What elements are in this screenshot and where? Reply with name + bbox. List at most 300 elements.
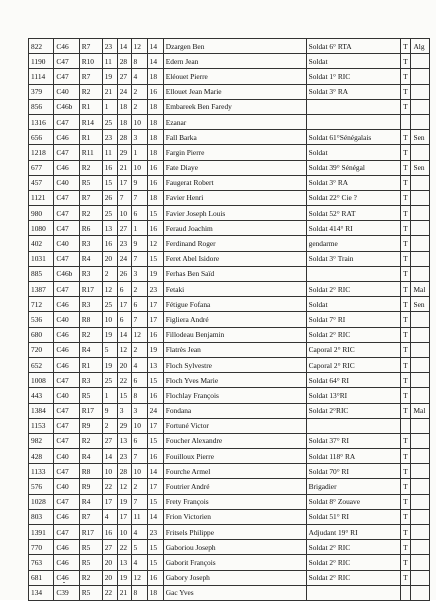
- record-number: 982: [29, 433, 54, 448]
- mark-cell: T: [401, 221, 411, 236]
- number-a-cell: 27: [117, 221, 131, 236]
- record-number: 1133: [29, 464, 54, 479]
- rank-unit-cell: [306, 114, 400, 129]
- day-cell: 11: [102, 54, 117, 69]
- number-a-cell: 23: [117, 236, 131, 251]
- record-number: 1316: [29, 114, 54, 129]
- name-cell: Fargin Pierre: [163, 145, 306, 160]
- plot-code: C46: [54, 297, 79, 312]
- record-number: 134: [29, 585, 54, 600]
- plot-code: C46: [54, 555, 79, 570]
- number-b-cell: 4: [131, 525, 147, 540]
- record-number: 856: [29, 99, 54, 114]
- origin-cell: Sen: [411, 160, 430, 175]
- row-code: R5: [79, 388, 102, 403]
- number-c-cell: 18: [147, 99, 163, 114]
- record-number: 656: [29, 130, 54, 145]
- rank-unit-cell: Soldat 2° RIC: [306, 282, 400, 297]
- table-row: [29, 449, 430, 464]
- number-c-cell: 18: [147, 130, 163, 145]
- table-row: [29, 312, 430, 327]
- day-cell: 2: [102, 418, 117, 433]
- day-cell: 14: [102, 449, 117, 464]
- number-a-cell: 18: [117, 114, 131, 129]
- row-code: R5: [79, 585, 102, 600]
- name-cell: Edern Jean: [163, 54, 306, 69]
- number-b-cell: 8: [131, 388, 147, 403]
- day-cell: 10: [102, 312, 117, 327]
- plot-code: C47: [54, 464, 79, 479]
- number-b-cell: 4: [131, 357, 147, 372]
- plot-code: C46: [54, 342, 79, 357]
- mark-cell: T: [401, 388, 411, 403]
- mark-cell: T: [401, 282, 411, 297]
- record-number: 1387: [29, 282, 54, 297]
- table-row: [29, 433, 430, 448]
- day-cell: 19: [102, 357, 117, 372]
- row-code: R1: [79, 357, 102, 372]
- table-row: [29, 403, 430, 418]
- rank-unit-cell: Soldat 52° RAT: [306, 206, 400, 221]
- name-cell: Eléouet Pierre: [163, 69, 306, 84]
- mark-cell: T: [401, 160, 411, 175]
- table-row: [29, 69, 430, 84]
- table-row: [29, 266, 430, 281]
- table-row: [29, 175, 430, 190]
- rank-unit-cell: Soldat 2°RIC: [306, 403, 400, 418]
- record-number: 822: [29, 39, 54, 54]
- day-cell: 26: [102, 190, 117, 205]
- record-number: 1028: [29, 494, 54, 509]
- day-cell: 25: [102, 297, 117, 312]
- mark-cell: T: [401, 266, 411, 281]
- mark-cell: T: [401, 494, 411, 509]
- number-c-cell: 14: [147, 54, 163, 69]
- number-a-cell: 28: [117, 464, 131, 479]
- plot-code: C47: [54, 494, 79, 509]
- number-a-cell: 10: [117, 525, 131, 540]
- plot-code: C47: [54, 282, 79, 297]
- table-row: [29, 418, 430, 433]
- number-b-cell: 5: [131, 540, 147, 555]
- record-number: 443: [29, 388, 54, 403]
- number-b-cell: 6: [131, 297, 147, 312]
- table-row: [29, 282, 430, 297]
- record-number: 1218: [29, 145, 54, 160]
- origin-cell: [411, 357, 430, 372]
- name-cell: Feraud Joachim: [163, 221, 306, 236]
- number-c-cell: 14: [147, 509, 163, 524]
- day-cell: 5: [102, 342, 117, 357]
- row-code: R17: [79, 403, 102, 418]
- day-cell: 16: [102, 236, 117, 251]
- number-a-cell: 14: [117, 39, 131, 54]
- mark-cell: T: [401, 449, 411, 464]
- number-a-cell: 22: [117, 373, 131, 388]
- register-rows: [29, 39, 430, 601]
- number-b-cell: 9: [131, 175, 147, 190]
- origin-cell: [411, 175, 430, 190]
- number-b-cell: 7: [131, 449, 147, 464]
- name-cell: Fillodeau Benjamin: [163, 327, 306, 342]
- name-cell: Frion Victorien: [163, 509, 306, 524]
- name-cell: Fate Diaye: [163, 160, 306, 175]
- record-number: 428: [29, 449, 54, 464]
- row-code: R4: [79, 449, 102, 464]
- rank-unit-cell: Adjudant 19° RI: [306, 525, 400, 540]
- number-c-cell: 18: [147, 69, 163, 84]
- table-row: [29, 251, 430, 266]
- plot-code: C46b: [54, 99, 79, 114]
- mark-cell: T: [401, 145, 411, 160]
- table-row: [29, 494, 430, 509]
- origin-cell: [411, 69, 430, 84]
- plot-code: C47: [54, 206, 79, 221]
- number-a-cell: 19: [117, 494, 131, 509]
- rank-unit-cell: Soldat 2° RIC: [306, 555, 400, 570]
- origin-cell: [411, 373, 430, 388]
- number-c-cell: 15: [147, 555, 163, 570]
- record-number: 1391: [29, 525, 54, 540]
- rank-unit-cell: [306, 99, 400, 114]
- number-a-cell: 29: [117, 418, 131, 433]
- scan-speck: [63, 582, 65, 583]
- name-cell: Embareek Ben Faredy: [163, 99, 306, 114]
- mark-cell: T: [401, 555, 411, 570]
- burial-register-table: [28, 38, 430, 601]
- record-number: 1190: [29, 54, 54, 69]
- origin-cell: [411, 266, 430, 281]
- rank-unit-cell: Brigadier: [306, 479, 400, 494]
- name-cell: Gabory Joseph: [163, 570, 306, 585]
- name-cell: Figliera André: [163, 312, 306, 327]
- name-cell: Favier Joseph Louis: [163, 206, 306, 221]
- row-code: R5: [79, 540, 102, 555]
- day-cell: 16: [102, 525, 117, 540]
- number-a-cell: 13: [117, 555, 131, 570]
- number-c-cell: 17: [147, 297, 163, 312]
- number-a-cell: 26: [117, 266, 131, 281]
- origin-cell: [411, 509, 430, 524]
- record-number: 652: [29, 357, 54, 372]
- rank-unit-cell: gendarme: [306, 236, 400, 251]
- name-cell: Ferdinand Roger: [163, 236, 306, 251]
- rank-unit-cell: Soldat 6° RTA: [306, 39, 400, 54]
- table-row: [29, 585, 430, 600]
- number-b-cell: 6: [131, 433, 147, 448]
- mark-cell: T: [401, 84, 411, 99]
- number-a-cell: 18: [117, 99, 131, 114]
- number-b-cell: 10: [131, 464, 147, 479]
- number-c-cell: 15: [147, 494, 163, 509]
- row-code: R2: [79, 160, 102, 175]
- row-code: R10: [79, 54, 102, 69]
- plot-code: C46: [54, 509, 79, 524]
- record-number: 1153: [29, 418, 54, 433]
- row-code: R17: [79, 282, 102, 297]
- name-cell: Ferhas Ben Saïd: [163, 266, 306, 281]
- table-row: [29, 221, 430, 236]
- row-code: R2: [79, 84, 102, 99]
- name-cell: Fritsels Philippe: [163, 525, 306, 540]
- number-b-cell: 2: [131, 342, 147, 357]
- mark-cell: T: [401, 99, 411, 114]
- plot-code: C47: [54, 373, 79, 388]
- rank-unit-cell: Soldat 7° RI: [306, 312, 400, 327]
- day-cell: 10: [102, 464, 117, 479]
- mark-cell: [401, 418, 411, 433]
- mark-cell: T: [401, 297, 411, 312]
- table-row: [29, 99, 430, 114]
- number-c-cell: 16: [147, 327, 163, 342]
- rank-unit-cell: Soldat 13°RI: [306, 388, 400, 403]
- record-number: 712: [29, 297, 54, 312]
- mark-cell: T: [401, 206, 411, 221]
- name-cell: Foucher Alexandre: [163, 433, 306, 448]
- table-row: [29, 555, 430, 570]
- name-cell: Flochlay François: [163, 388, 306, 403]
- record-number: 681: [29, 570, 54, 585]
- number-a-cell: 15: [117, 388, 131, 403]
- day-cell: 17: [102, 494, 117, 509]
- number-b-cell: 2: [131, 479, 147, 494]
- number-c-cell: 15: [147, 206, 163, 221]
- table-row: [29, 570, 430, 585]
- origin-cell: [411, 418, 430, 433]
- number-c-cell: 19: [147, 342, 163, 357]
- table-row: [29, 236, 430, 251]
- table-row: [29, 388, 430, 403]
- record-number: 1031: [29, 251, 54, 266]
- record-number: 1121: [29, 190, 54, 205]
- row-code: R3: [79, 373, 102, 388]
- number-a-cell: 17: [117, 509, 131, 524]
- origin-cell: Sen: [411, 297, 430, 312]
- table-row: [29, 525, 430, 540]
- rank-unit-cell: Soldat 8° Zouave: [306, 494, 400, 509]
- day-cell: 27: [102, 540, 117, 555]
- number-c-cell: 17: [147, 312, 163, 327]
- number-c-cell: 24: [147, 403, 163, 418]
- number-a-cell: 6: [117, 282, 131, 297]
- number-c-cell: 14: [147, 39, 163, 54]
- number-c-cell: 13: [147, 357, 163, 372]
- day-cell: 22: [102, 585, 117, 600]
- number-b-cell: 6: [131, 373, 147, 388]
- number-a-cell: 6: [117, 312, 131, 327]
- mark-cell: [401, 585, 411, 600]
- row-code: R7: [79, 39, 102, 54]
- row-code: R14: [79, 114, 102, 129]
- number-c-cell: 18: [147, 585, 163, 600]
- number-b-cell: 1: [131, 221, 147, 236]
- table-row: [29, 160, 430, 175]
- day-cell: 25: [102, 114, 117, 129]
- record-number: 720: [29, 342, 54, 357]
- row-code: R8: [79, 312, 102, 327]
- rank-unit-cell: Caporal 2° RIC: [306, 357, 400, 372]
- origin-cell: [411, 342, 430, 357]
- origin-cell: [411, 327, 430, 342]
- mark-cell: T: [401, 190, 411, 205]
- row-code: R9: [79, 418, 102, 433]
- number-b-cell: 11: [131, 509, 147, 524]
- record-number: 770: [29, 540, 54, 555]
- name-cell: Gaborit François: [163, 555, 306, 570]
- day-cell: 20: [102, 570, 117, 585]
- number-c-cell: 16: [147, 160, 163, 175]
- number-a-cell: 28: [117, 130, 131, 145]
- record-number: 379: [29, 84, 54, 99]
- number-b-cell: 2: [131, 282, 147, 297]
- row-code: R8: [79, 464, 102, 479]
- day-cell: 19: [102, 327, 117, 342]
- mark-cell: T: [401, 130, 411, 145]
- day-cell: 23: [102, 39, 117, 54]
- name-cell: Fétigue Fofana: [163, 297, 306, 312]
- mark-cell: T: [401, 525, 411, 540]
- rank-unit-cell: Soldat 39° Sénégal: [306, 160, 400, 175]
- origin-cell: [411, 449, 430, 464]
- rank-unit-cell: Soldat 414° RI: [306, 221, 400, 236]
- day-cell: 13: [102, 221, 117, 236]
- day-cell: 21: [102, 84, 117, 99]
- number-a-cell: 7: [117, 190, 131, 205]
- day-cell: 4: [102, 509, 117, 524]
- number-a-cell: 24: [117, 251, 131, 266]
- rank-unit-cell: Soldat: [306, 54, 400, 69]
- origin-cell: [411, 54, 430, 69]
- plot-code: C40: [54, 84, 79, 99]
- table-row: [29, 54, 430, 69]
- number-c-cell: 16: [147, 449, 163, 464]
- number-c-cell: 18: [147, 114, 163, 129]
- number-b-cell: 8: [131, 54, 147, 69]
- mark-cell: T: [401, 69, 411, 84]
- row-code: R3: [79, 236, 102, 251]
- origin-cell: [411, 236, 430, 251]
- origin-cell: [411, 570, 430, 585]
- rank-unit-cell: Soldat 3° RA: [306, 175, 400, 190]
- rank-unit-cell: Caporal 2° RIC: [306, 342, 400, 357]
- rank-unit-cell: Soldat 37° RI: [306, 433, 400, 448]
- number-b-cell: 7: [131, 312, 147, 327]
- origin-cell: [411, 190, 430, 205]
- number-b-cell: 3: [131, 266, 147, 281]
- number-a-cell: 20: [117, 357, 131, 372]
- number-b-cell: 4: [131, 69, 147, 84]
- table-row: [29, 540, 430, 555]
- day-cell: 16: [102, 160, 117, 175]
- number-b-cell: 7: [131, 190, 147, 205]
- rank-unit-cell: Soldat 51° RI: [306, 509, 400, 524]
- row-code: R7: [79, 69, 102, 84]
- name-cell: Fetaki: [163, 282, 306, 297]
- number-b-cell: 7: [131, 494, 147, 509]
- name-cell: Floch Sylvestre: [163, 357, 306, 372]
- mark-cell: T: [401, 373, 411, 388]
- rank-unit-cell: Soldat 1° RIC: [306, 69, 400, 84]
- day-cell: 11: [102, 145, 117, 160]
- mark-cell: T: [401, 403, 411, 418]
- name-cell: Foutrier André: [163, 479, 306, 494]
- number-b-cell: 3: [131, 403, 147, 418]
- rank-unit-cell: Soldat 2° RIC: [306, 540, 400, 555]
- rank-unit-cell: Soldat 3° RA: [306, 84, 400, 99]
- number-c-cell: 16: [147, 388, 163, 403]
- name-cell: Floch Yves Marie: [163, 373, 306, 388]
- table-row: [29, 464, 430, 479]
- number-b-cell: 2: [131, 99, 147, 114]
- plot-code: C47: [54, 190, 79, 205]
- plot-code: C46: [54, 540, 79, 555]
- origin-cell: [411, 221, 430, 236]
- row-code: R4: [79, 251, 102, 266]
- rank-unit-cell: Soldat 61°Sénégalais: [306, 130, 400, 145]
- mark-cell: T: [401, 327, 411, 342]
- table-row: [29, 509, 430, 524]
- row-code: R3: [79, 266, 102, 281]
- number-c-cell: 23: [147, 525, 163, 540]
- day-cell: 23: [102, 130, 117, 145]
- mark-cell: T: [401, 342, 411, 357]
- record-number: 576: [29, 479, 54, 494]
- number-b-cell: 3: [131, 130, 147, 145]
- plot-code: C40: [54, 312, 79, 327]
- table-row: [29, 114, 430, 129]
- plot-code: C39: [54, 585, 79, 600]
- origin-cell: [411, 99, 430, 114]
- origin-cell: [411, 525, 430, 540]
- mark-cell: T: [401, 433, 411, 448]
- row-code: R1: [79, 99, 102, 114]
- mark-cell: T: [401, 540, 411, 555]
- number-c-cell: 15: [147, 251, 163, 266]
- plot-code: C46: [54, 327, 79, 342]
- rank-unit-cell: Soldat 2° RIC: [306, 327, 400, 342]
- rank-unit-cell: Soldat: [306, 297, 400, 312]
- origin-cell: Sen: [411, 130, 430, 145]
- number-c-cell: 16: [147, 570, 163, 585]
- table-row: [29, 84, 430, 99]
- row-code: R2: [79, 206, 102, 221]
- plot-code: C47: [54, 221, 79, 236]
- name-cell: Fall Barka: [163, 130, 306, 145]
- day-cell: 20: [102, 251, 117, 266]
- number-a-cell: 21: [117, 160, 131, 175]
- origin-cell: Mal: [411, 403, 430, 418]
- record-number: 763: [29, 555, 54, 570]
- number-a-cell: 17: [117, 175, 131, 190]
- day-cell: 20: [102, 555, 117, 570]
- row-code: R9: [79, 479, 102, 494]
- plot-code: C46: [54, 357, 79, 372]
- number-a-cell: 3: [117, 403, 131, 418]
- number-c-cell: 18: [147, 190, 163, 205]
- number-c-cell: 23: [147, 282, 163, 297]
- table-row: [29, 327, 430, 342]
- number-a-cell: 19: [117, 570, 131, 585]
- table-row: [29, 145, 430, 160]
- rank-unit-cell: Soldat 3° Train: [306, 251, 400, 266]
- name-cell: Fouilloux Pierre: [163, 449, 306, 464]
- mark-cell: T: [401, 175, 411, 190]
- number-b-cell: 12: [131, 570, 147, 585]
- number-a-cell: 23: [117, 449, 131, 464]
- rank-unit-cell: [306, 585, 400, 600]
- mark-cell: T: [401, 236, 411, 251]
- plot-code: C47: [54, 69, 79, 84]
